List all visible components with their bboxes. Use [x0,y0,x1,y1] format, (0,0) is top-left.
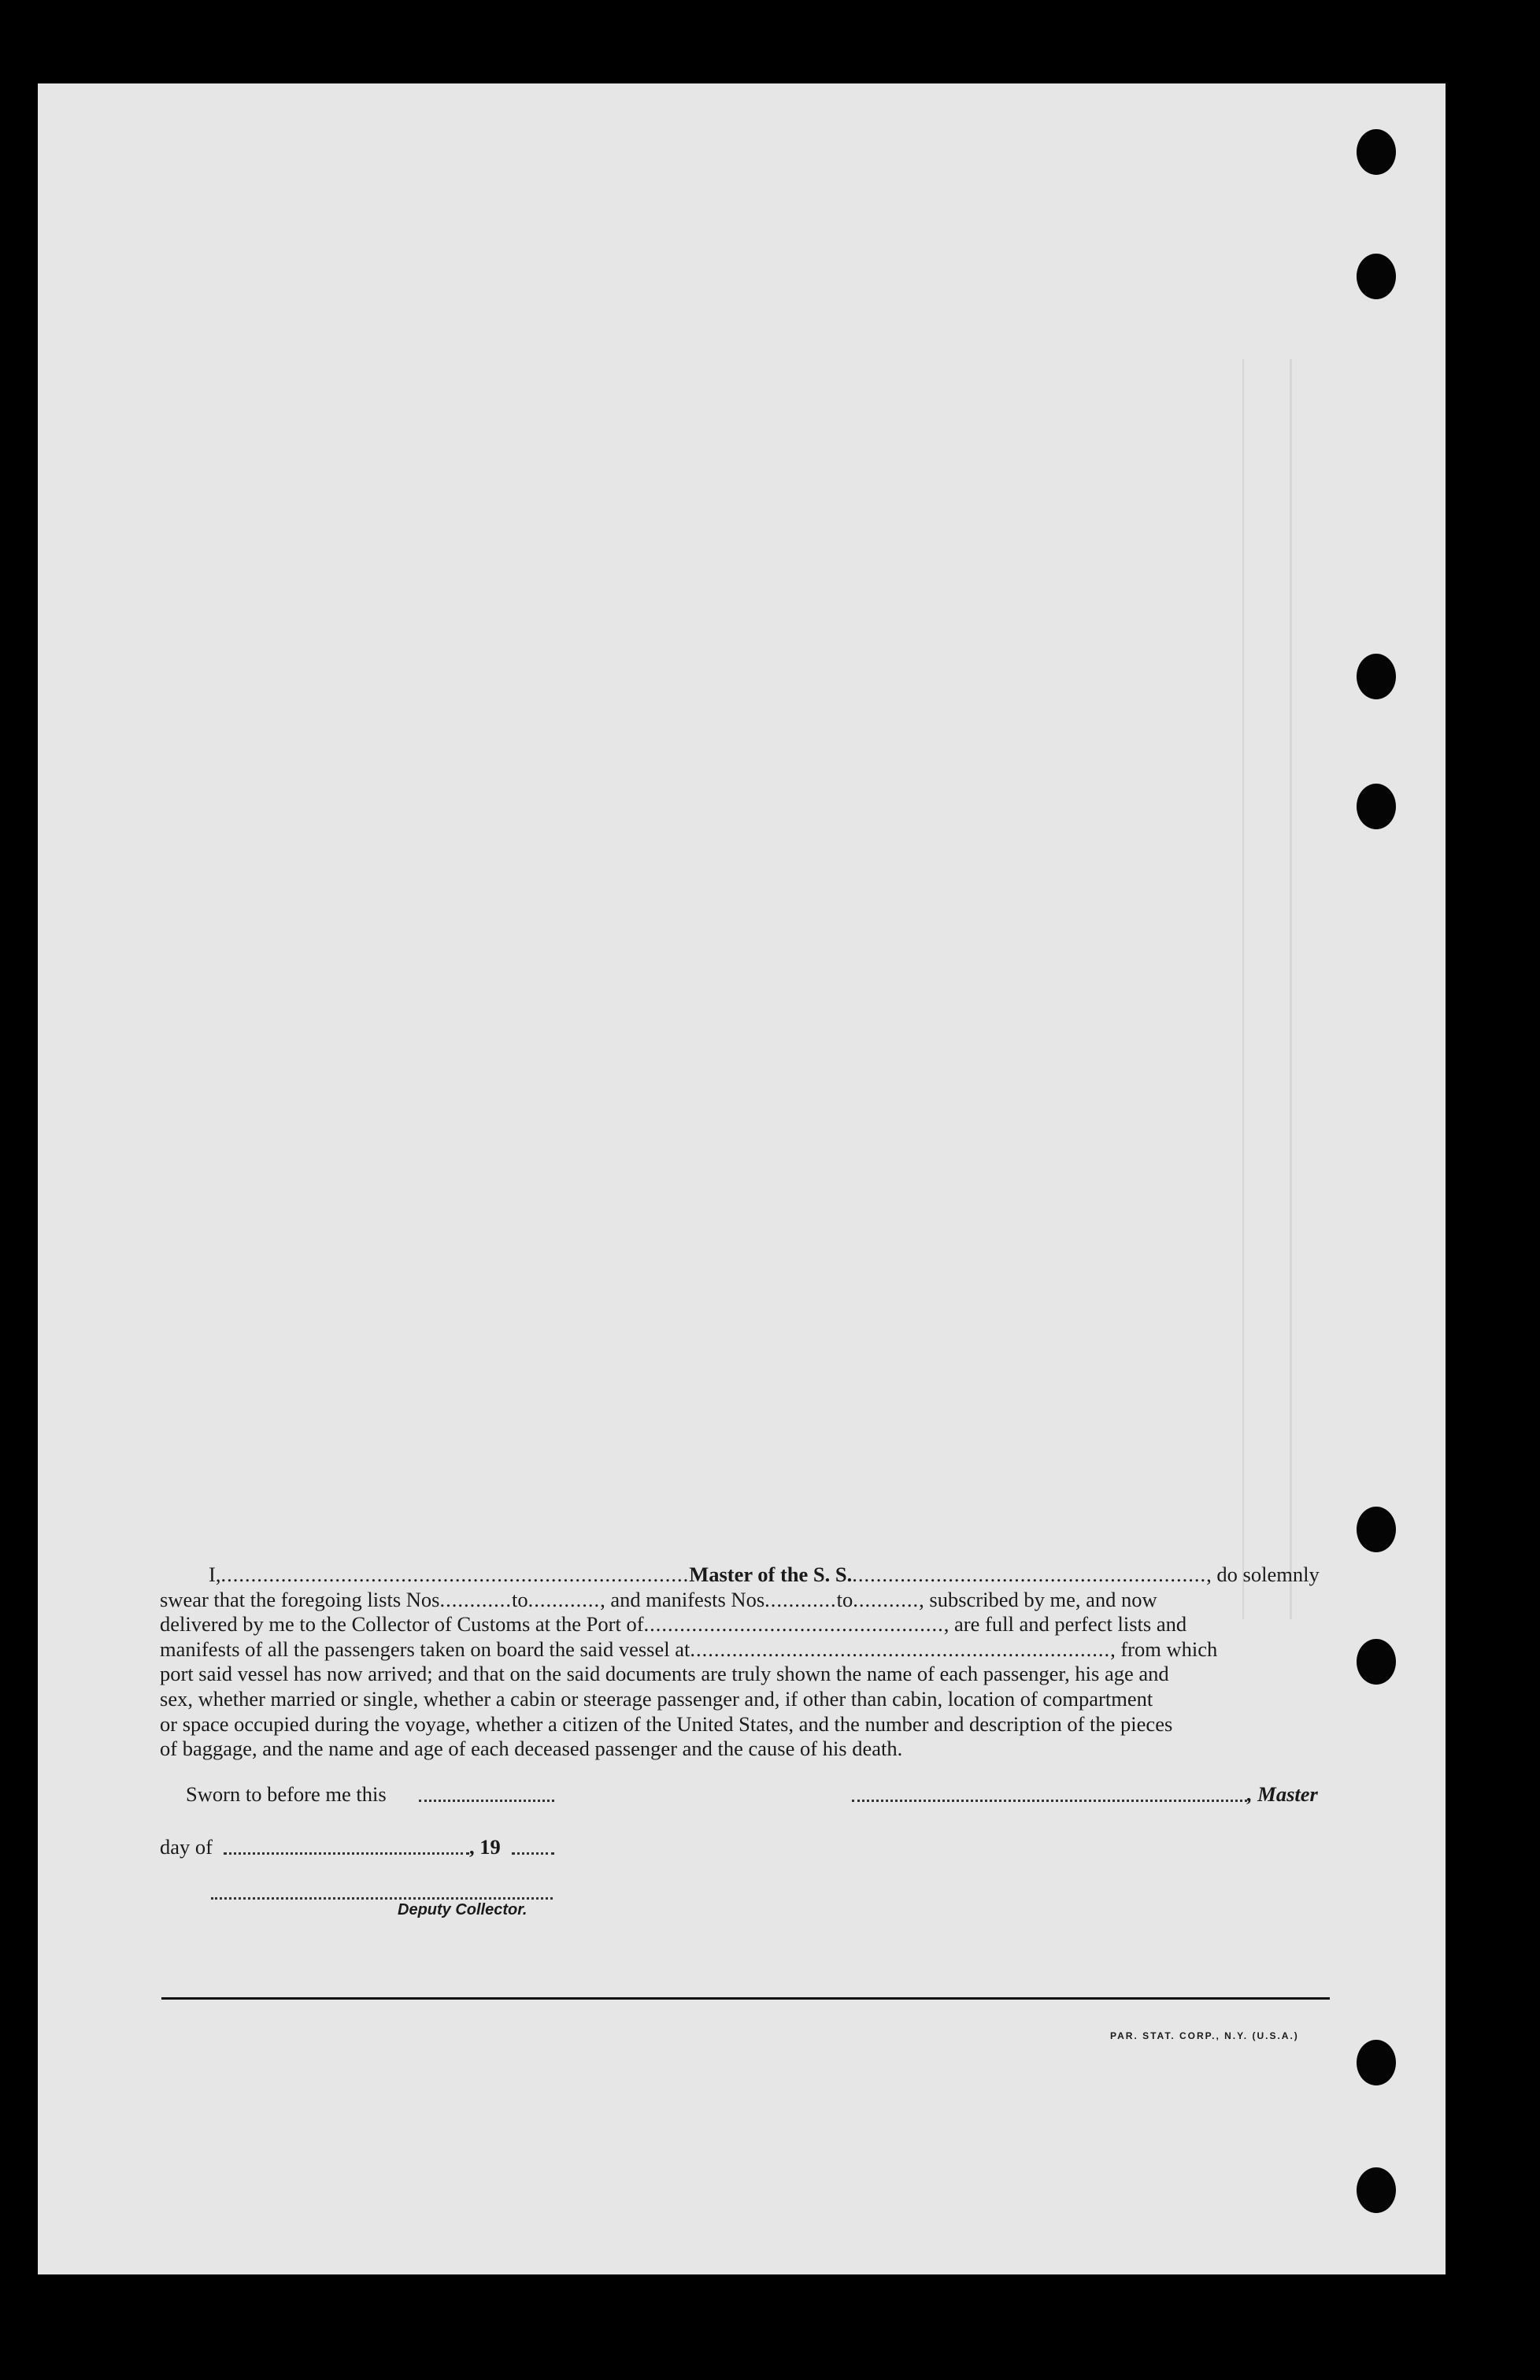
blank-list-from: ............ [439,1587,512,1611]
blank-port: .................................................. [643,1612,944,1637]
oath-text: delivered by me to the Collector of Customs at the Port of [160,1612,644,1637]
faint-bleed-through [1290,359,1292,1619]
sworn-label: Sworn to before me this [186,1782,387,1806]
master-label-text: , Master [1247,1782,1318,1806]
punch-hole [1357,254,1396,299]
master-signature-line [852,1800,1247,1802]
year-label: , 19 [469,1835,501,1859]
blank-ship-name: ........................................................... [852,1563,1207,1586]
deputy-collector-label: Deputy Collector. [398,1901,528,1918]
oath-text: , subscribed by me, and now [919,1587,1157,1611]
oath-text: to [511,1587,528,1611]
oath-text: , from which [1110,1637,1218,1661]
oath-line-5: port said vessel has now arrived; and that on the said documents are truly shown the name of each passenger, his age and [160,1662,1169,1686]
oath-line-3 [160,1612,1331,1637]
punch-hole [1357,1507,1396,1552]
oath-line-4 [160,1637,1331,1663]
oath-text: Master of the S. S. [689,1563,853,1586]
day-of-blank [224,1852,469,1855]
blank-manifest-to: ........... [853,1587,920,1611]
punch-hole [1357,2040,1396,2085]
blank-list-to: ............ [528,1587,601,1611]
blank-manifest-from: ............ [764,1587,837,1611]
oath-paragraph [160,1563,1331,1762]
oath-text: I, [209,1563,221,1586]
blank-departure-port: ...................................................................... [690,1637,1111,1661]
day-of-label: day of [160,1835,213,1859]
punch-hole [1357,654,1396,699]
oath-text: swear that the foregoing lists Nos [160,1587,440,1611]
oath-text: , do solemnly [1206,1563,1320,1586]
printer-imprint: PAR. STAT. CORP., N.Y. (U.S.A.) [1110,2030,1299,2041]
faint-bleed-through [1242,359,1244,1619]
master-label [1247,1782,1318,1807]
oath-text: to [836,1587,853,1611]
document-page [38,83,1446,2274]
oath-line-7: or space occupied during the voyage, whether a citizen of the United States, and the number and description of the pieces [160,1711,1173,1736]
oath-line-2 [160,1588,1331,1613]
punch-hole [1357,129,1396,175]
oath-line-8: of baggage, and the name and age of each deceased passenger and the cause of his death. [160,1737,903,1761]
oath-text: manifests of all the passengers taken on board the said vessel at [160,1637,690,1661]
deputy-signature-line [211,1897,553,1900]
bottom-rule [161,1997,1330,2000]
sworn-date-blank [419,1800,554,1802]
punch-hole [1357,784,1396,829]
oath-text: , are full and perfect lists and [943,1612,1187,1637]
oath-text: , and manifests Nos [600,1587,765,1611]
punch-hole [1357,1639,1396,1685]
oath-line-6: sex, whether married or single, whether a cabin or steerage passenger and, if other than cabin, location of compartment [160,1686,1153,1711]
year-blank [512,1852,554,1855]
blank-master-name: .............................................................................. [220,1563,690,1586]
punch-hole [1357,2167,1396,2213]
oath-line-1 [160,1563,1331,1588]
